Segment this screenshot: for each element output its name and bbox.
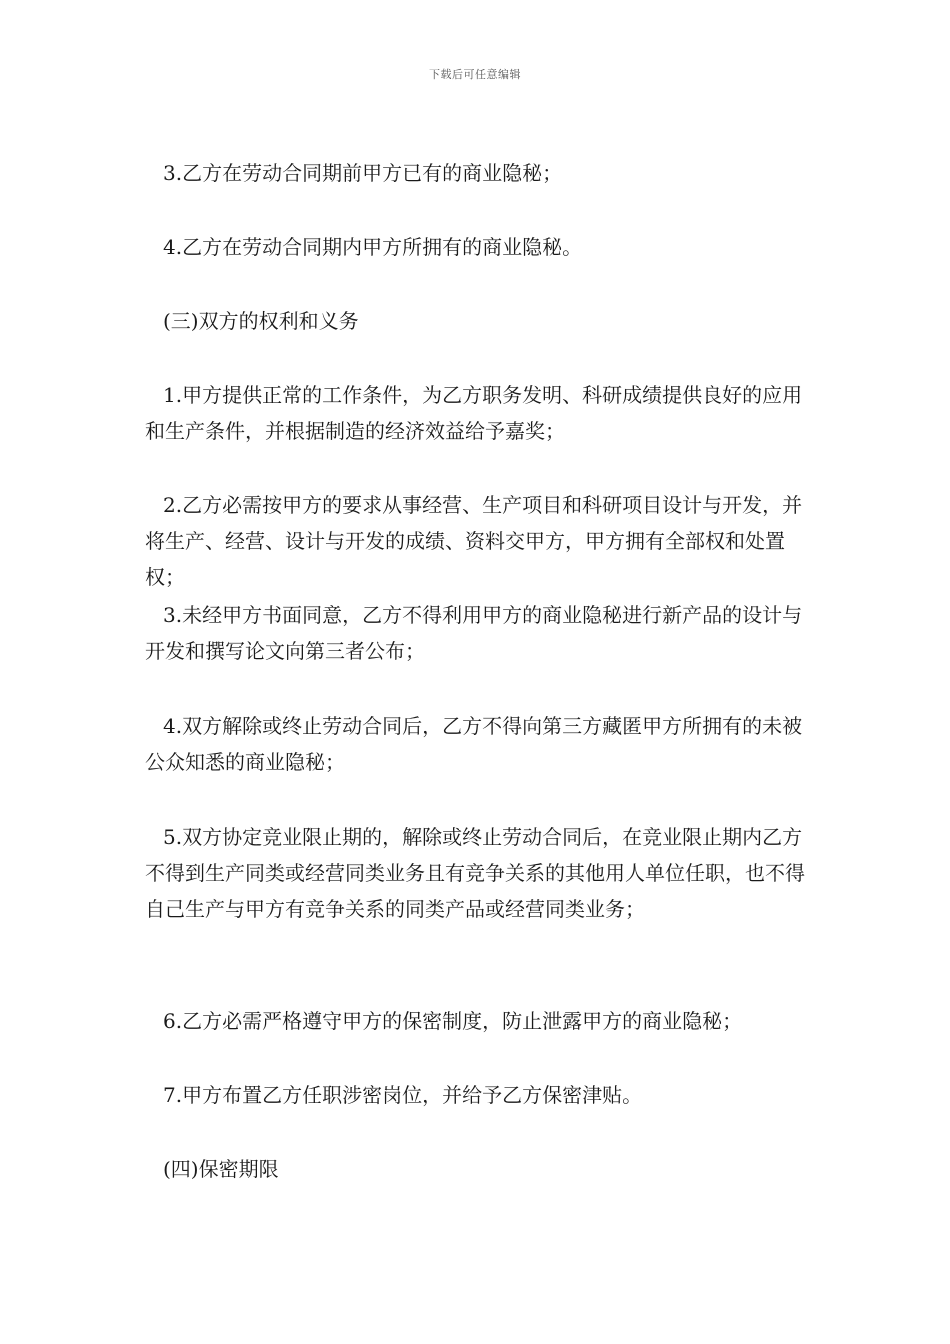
- section-heading-4: (四)保密期限: [163, 1157, 279, 1181]
- paragraph-6: 3.未经甲方书面同意，乙方不得利用甲方的商业隐秘进行新产品的设计与开发和撰写论文向第三者公布；: [145, 603, 803, 663]
- paragraph-10: 7.甲方布置乙方任职涉密岗位，并给予乙方保密津贴。: [163, 1083, 643, 1107]
- page-header: 下载后可任意编辑: [429, 68, 521, 81]
- paragraph-9: 6.乙方必需严格遵守甲方的保密制度，防止泄露甲方的商业隐秘；: [163, 1009, 743, 1033]
- paragraph-4: 1.甲方提供正常的工作条件，为乙方职务发明、科研成绩提供良好的应用和生产条件，并根据制造的经济效益给予嘉奖；: [145, 383, 803, 443]
- paragraph-5: 2.乙方必需按甲方的要求从事经营、生产项目和科研项目设计与开发，并将生产、经营、设计与开发的成绩、资料交甲方，甲方拥有全部权和处置权；: [145, 493, 803, 589]
- paragraph-2: 4.乙方在劳动合同期内甲方所拥有的商业隐秘。: [163, 235, 583, 259]
- paragraph-8: 5.双方协定竞业限止期的，解除或终止劳动合同后，在竞业限止期内乙方不得到生产同类或经营同类业务且有竞争关系的其他用人单位任职，也不得自己生产与甲方有竞争关系的同类产品或经营同类业务；: [145, 825, 805, 921]
- paragraph-7: 4.双方解除或终止劳动合同后，乙方不得向第三方藏匿甲方所拥有的未被公众知悉的商业隐秘；: [145, 714, 803, 774]
- section-heading-3: (三)双方的权利和义务: [163, 309, 359, 333]
- paragraph-1: 3.乙方在劳动合同期前甲方已有的商业隐秘；: [163, 161, 563, 185]
